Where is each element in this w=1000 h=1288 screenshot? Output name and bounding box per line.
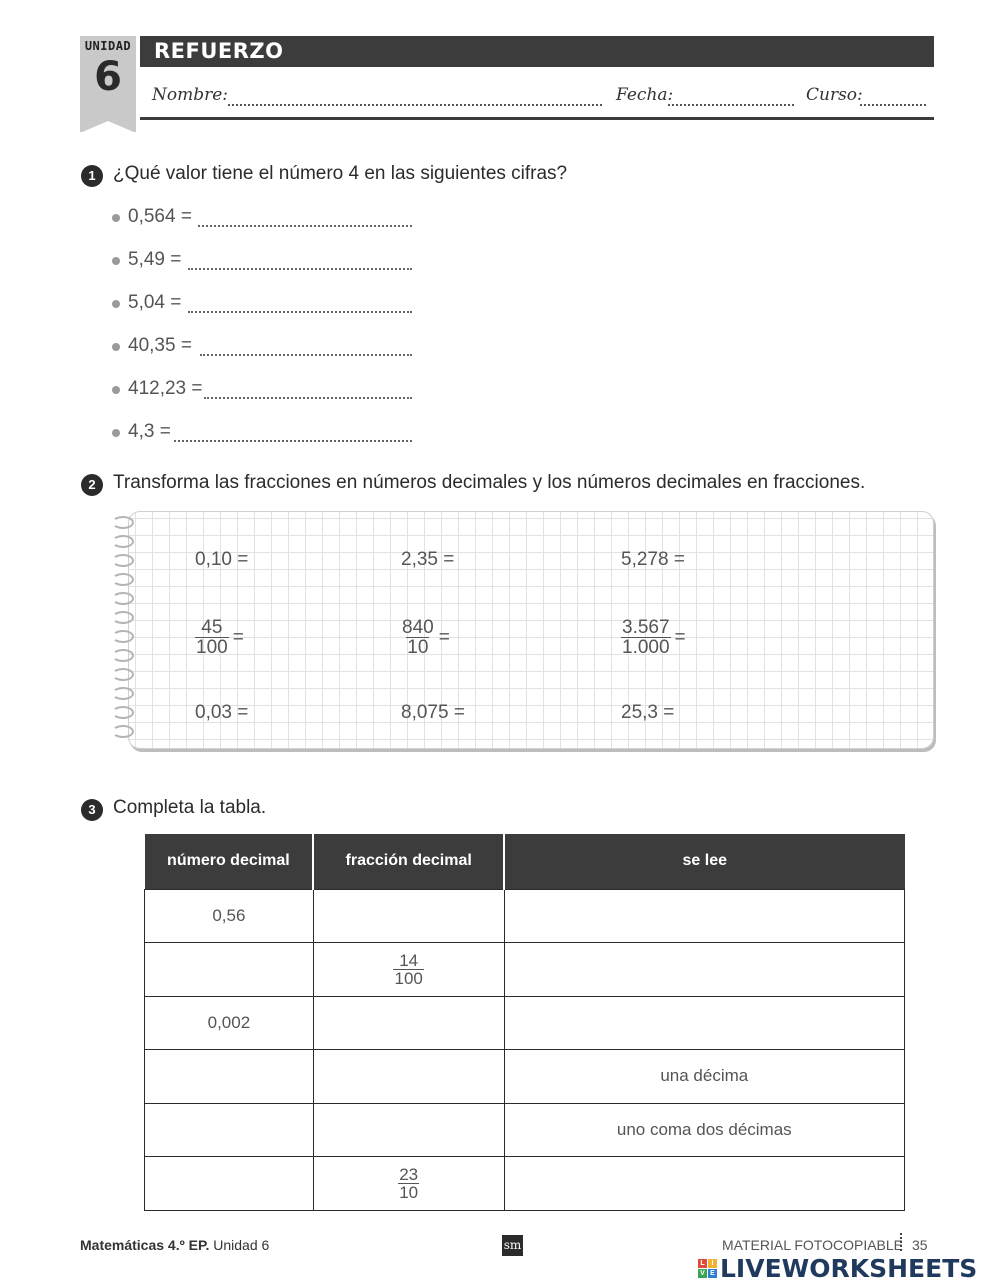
bullet-icon	[112, 343, 120, 351]
page-title: REFUERZO	[154, 39, 284, 63]
answer-field[interactable]	[188, 311, 412, 313]
liveworksheets-wordmark: LIVEWORKSHEETS	[720, 1253, 978, 1283]
unit-number: 6	[94, 54, 122, 100]
student-info-row	[140, 68, 934, 120]
exercise-2-number: 2	[81, 474, 103, 496]
bullet-icon	[112, 300, 120, 308]
fraction-denominator: 10	[407, 637, 429, 658]
answer-field[interactable]	[188, 268, 412, 270]
equals-sign: =	[438, 626, 450, 648]
unit-tab	[80, 36, 136, 132]
fraction-numerator: 14	[399, 951, 419, 971]
fraction-cell[interactable]	[313, 889, 504, 943]
table-row	[145, 1050, 905, 1104]
spiral-ring-icon	[112, 649, 134, 662]
reading-cell: una décima	[504, 1050, 904, 1104]
fraction-denominator: 10	[399, 1183, 419, 1203]
item-label: 4,3 =	[128, 421, 171, 442]
grid-notebook	[128, 511, 934, 749]
footer-subject-title: Matemáticas 4.º EP.	[80, 1237, 210, 1253]
column-header: número decimal	[145, 834, 314, 889]
decimal-cell: 0,002	[145, 996, 314, 1050]
spiral-ring-icon	[112, 611, 134, 624]
date-field[interactable]	[668, 104, 794, 106]
decimal-cell[interactable]	[145, 1050, 314, 1104]
decimal-cell[interactable]	[145, 943, 314, 997]
exercise-1-question: ¿Qué valor tiene el número 4 en las siguientes cifras?	[113, 163, 568, 184]
decimal-cell: 0,56	[145, 889, 314, 943]
fraction-denominator: 100	[196, 637, 228, 658]
fraction-cell[interactable]	[313, 1050, 504, 1104]
fraction-numerator: 840	[402, 617, 434, 638]
bullet-icon	[112, 214, 120, 222]
liveworksheets-logo[interactable]	[698, 1253, 977, 1283]
fraction-cell	[313, 1157, 504, 1211]
item-label: 5,49 =	[128, 249, 182, 270]
conversion-item: 0,10 =	[195, 549, 249, 570]
reading-cell[interactable]	[504, 943, 904, 997]
liveworksheets-icon	[698, 1259, 717, 1278]
spiral-ring-icon	[112, 535, 134, 548]
footer-subject	[80, 1237, 269, 1253]
fraction-denominator: 1.000	[622, 637, 670, 658]
spiral-ring-icon	[112, 630, 134, 643]
fraction-numerator: 3.567	[622, 617, 670, 638]
bullet-icon	[112, 386, 120, 394]
fraction-cell[interactable]	[313, 1103, 504, 1157]
exercise-2-instruction: Transforma las fracciones en números decimales y los números decimales en fracciones.	[113, 472, 866, 493]
conversion-item: 5,278 =	[621, 549, 685, 570]
bullet-icon	[112, 257, 120, 265]
table-row	[145, 996, 905, 1050]
fraction-cell	[313, 943, 504, 997]
fraction-item	[621, 618, 686, 657]
item-label: 40,35 =	[128, 335, 192, 356]
footer-subject-unit: Unidad 6	[213, 1237, 270, 1253]
conversion-item: 0,03 =	[195, 702, 249, 723]
page-number: 35	[912, 1237, 928, 1253]
exercise-3-instruction: Completa la tabla.	[113, 797, 267, 818]
column-header: se lee	[504, 834, 904, 889]
table-row	[145, 1157, 905, 1211]
exercise-1-number: 1	[81, 165, 103, 187]
table-row	[145, 1103, 905, 1157]
decimal-cell[interactable]	[145, 1103, 314, 1157]
course-field[interactable]	[860, 104, 926, 106]
table-row	[145, 889, 905, 943]
bullet-icon	[112, 429, 120, 437]
conversion-item: 25,3 =	[621, 702, 675, 723]
conversion-item: 8,075 =	[401, 702, 465, 723]
spiral-ring-icon	[112, 687, 134, 700]
footer-material: MATERIAL FOTOCOPIABLE	[722, 1237, 904, 1253]
spiral-ring-icon	[112, 668, 134, 681]
item-label: 0,564 =	[128, 206, 192, 227]
column-header: fracción decimal	[313, 834, 504, 889]
reading-cell[interactable]	[504, 996, 904, 1050]
spiral-ring-icon	[112, 592, 134, 605]
spiral-ring-icon	[112, 725, 134, 738]
spiral-ring-icon	[112, 516, 134, 529]
equals-sign: =	[232, 626, 244, 648]
logo-letter: V	[698, 1269, 707, 1278]
logo-letter: E	[708, 1269, 717, 1278]
fraction-item	[401, 618, 450, 657]
reading-cell[interactable]	[504, 1157, 904, 1211]
course-label: Curso:	[806, 85, 863, 105]
reading-cell: uno coma dos décimas	[504, 1103, 904, 1157]
reading-cell[interactable]	[504, 889, 904, 943]
publisher-logo: sm	[502, 1235, 523, 1256]
decimal-cell[interactable]	[145, 1157, 314, 1211]
answer-field[interactable]	[204, 397, 412, 399]
equals-sign: =	[674, 626, 686, 648]
fraction-numerator: 23	[399, 1165, 419, 1185]
fraction-denominator: 100	[394, 969, 423, 989]
spiral-ring-icon	[112, 554, 134, 567]
answer-field[interactable]	[200, 354, 412, 356]
item-label: 412,23 =	[128, 378, 203, 399]
answer-field[interactable]	[174, 440, 412, 442]
conversion-item: 2,35 =	[401, 549, 455, 570]
table-row	[145, 943, 905, 997]
spiral-ring-icon	[112, 573, 134, 586]
footer-separator	[900, 1233, 902, 1251]
date-label: Fecha:	[616, 85, 674, 105]
title-bar	[140, 36, 934, 67]
logo-letter: I	[708, 1259, 717, 1268]
fraction-item	[195, 618, 244, 657]
exercise-3-number: 3	[81, 799, 103, 821]
name-label: Nombre:	[152, 85, 229, 105]
answer-field[interactable]	[198, 225, 412, 227]
completion-table	[144, 834, 905, 1211]
unit-label: UNIDAD	[84, 39, 132, 53]
fraction-cell[interactable]	[313, 996, 504, 1050]
notebook-spiral	[112, 514, 136, 746]
logo-letter: L	[698, 1259, 707, 1268]
item-label: 5,04 =	[128, 292, 182, 313]
table-header-row	[145, 834, 905, 889]
fraction-numerator: 45	[201, 617, 223, 638]
name-field[interactable]	[228, 104, 602, 106]
spiral-ring-icon	[112, 706, 134, 719]
